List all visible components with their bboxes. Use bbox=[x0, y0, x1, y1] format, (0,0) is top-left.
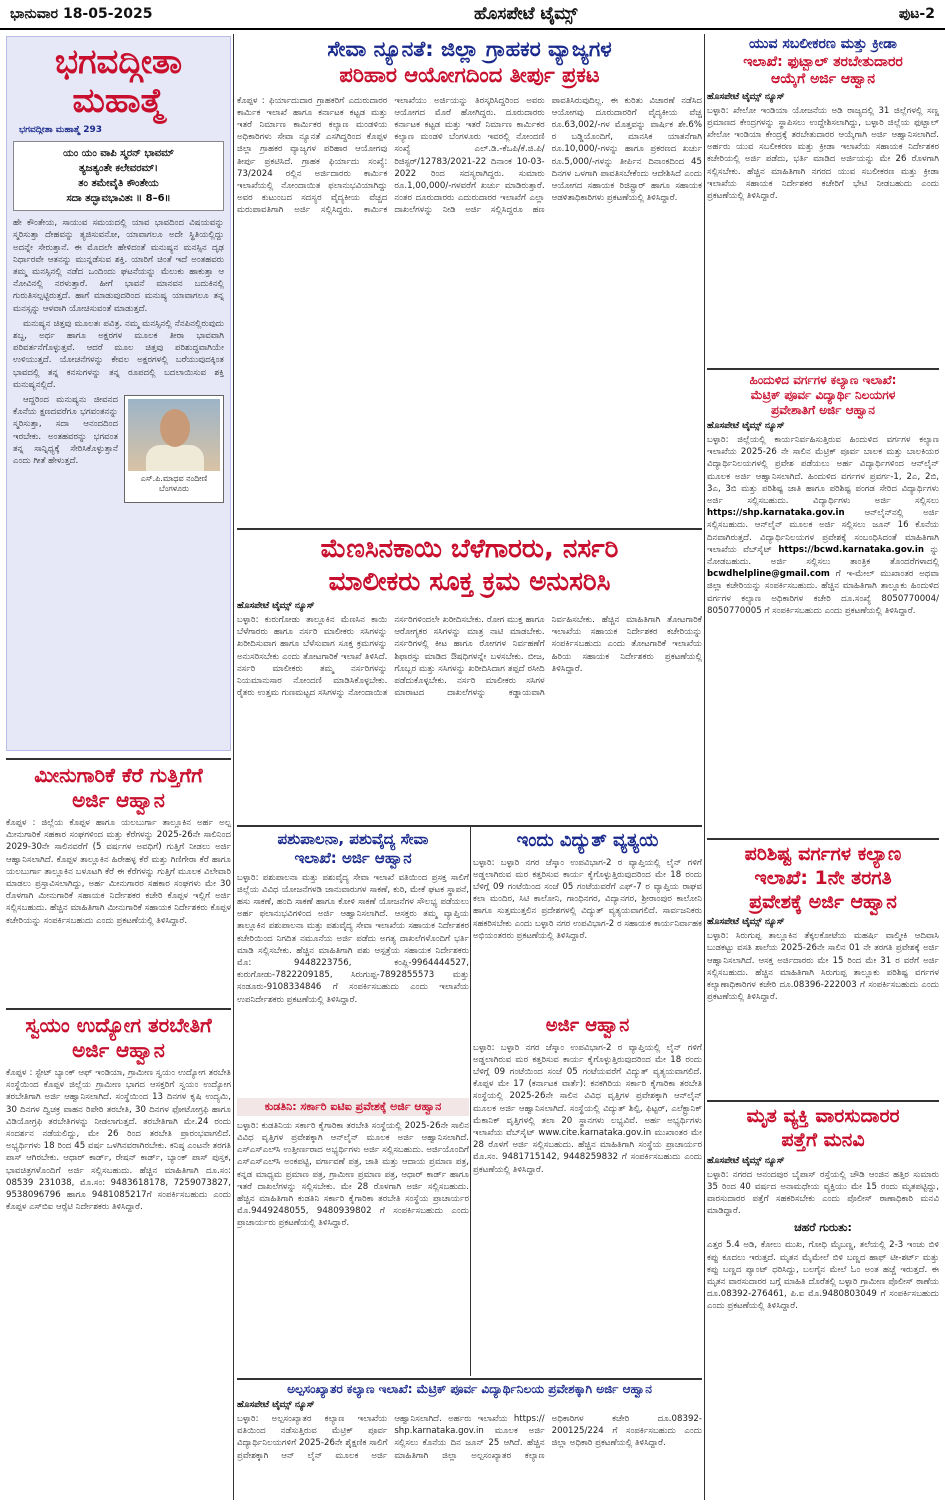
shloka-line: ತ್ಯಜತ್ಯಂತೇ ಕಲೇವರಮ್। bbox=[78, 163, 159, 175]
fishing-body: ಕೊಪ್ಪಳ : ಜಿಲ್ಲೆಯ ಕೊಪ್ಪಳ ಹಾಗೂ ಯಲಬುರ್ಗಾ ತಾಲ್ಲೂಕಿನ ಅರ್ಹ ಅಲ್ಪ ಮೀನುಗಾರಿಕೆ ಸಹಕಾರ ಸಂಘಗಳಿಂದ ಮತ್ತು ಕೆರೆಗಳನ್ನು 2025-26ನೇ ಸಾಲಿನಿಂದ 2029-30ನೇ ಸಾಲಿನವರೆಗೆ (5 ವರ್ಷಗಳ ಅವಧಿಗೆ) ಗುತ್ತಿಗೆ ನೀಡಲು ಅರ್ಜಿ ಆಹ್ವಾನಿಸಲಾಗಿದೆ. ಕೊಪ್ಪಳ ತಾಲ್ಲೂಕಿನ ಹಿರೇಹಳ್ಳ ಕೆರೆ ಮತ್ತು ಗಿಣಿಗೇರಾ ಕೆರೆ ಹಾಗೂ ಯಲಬುರ್ಗಾ ತಾಲ್ಲೂಕಿನ ಬಳೂಟಗಿ ಕೆರೆ ಈ ಕೆರೆಗಳನ್ನು ಗುತ್ತಿಗೆ ಮೂಲಕ ವಿಲೇವಾರಿ ಮಾಡಲು ಪ್ರಸ್ತಾವಿಸಲಾಗಿದ್ದು, ಅರ್ಹ ಮೀನುಗಾರರ ಸಹಕಾರ ಸಂಘಗಳು ಮೇ 30 ರೊಳಗಾಗಿ ಮೀನುಗಾರಿಕೆ ಸಹಾಯಕ ನಿರ್ದೇಶಕರ ಕಚೇರಿ ಕೊಪ್ಪಳ ಇಲ್ಲಿಗೆ ಅರ್ಜಿ ಸಲ್ಲಿಸಬಹುದು. ಹೆಚ್ಚಿನ ಮಾಹಿತಿಗಾಗಿ ಮೀನುಗಾರಿಕೆ ಸಹಾಯಕ ನಿರ್ದೇಶಕರು ಕೊಪ್ಪಳ ಕಚೇರಿಯನ್ನು ಸಂಪರ್ಕಿಸಬಹುದು ಎಂದು ಪ್ರಕಟಣೆಯಲ್ಲಿ ತಿಳಿಸಿದ್ದಾರೆ. bbox=[6, 818, 231, 926]
deadbody-byline: ಹೊಸಪೇಟೆ ಟೈಮ್ಸ್ ನ್ಯೂಸ್ bbox=[707, 1155, 785, 1166]
minority-byline: ಹೊಸಪೇಟೆ ಟೈಮ್ಸ್ ನ್ಯೂಸ್ bbox=[237, 1400, 315, 1410]
youth-body: ಬಳ್ಳಾರಿ: ಖೇಲೋ ಇಂಡಿಯಾ ಯೋಜನೆಯ ಅಡಿ ರಾಜ್ಯದಲ್ಲಿ 31 ಜಿಲ್ಲೆಗಳಲ್ಲಿ ಸಣ್ಣ ಪ್ರಮಾಣದ ಕೇಂದ್ರಗಳನ್ನು ಸ್ಥಾಪಿಸಲು ಉದ್ದೇಶಿಸಲಾಗಿದ್ದು, ಬಳ್ಳಾರಿ ಜಿಲ್ಲೆಯ ಫುಟ್ಬಾಲ್ ಖೇಲೋ ಇಂಡಿಯಾ ಕೇಂದ್ರಕ್ಕೆ ತರಬೇತುದಾರರ ಆಯ್ಕೆಗಾಗಿ ಅರ್ಜಿ ಆಹ್ವಾನಿಸಲಾಗಿದೆ. ಅರ್ಹರು ಯುವ ಸಬಲೀಕರಣ ಮತ್ತು ಕ್ರೀಡಾ ಇಲಾಖೆಯ ಸಹಾಯಕ ನಿರ್ದೇಶಕರ ಕಚೇರಿಯಲ್ಲಿ ಅರ್ಜಿ ಪಡೆದು, ಭರ್ತಿ ಮಾಡಿದ ಅರ್ಜಿಯನ್ನು ಮೇ 26 ರೊಳಗಾಗಿ ಸಲ್ಲಿಸಬೇಕು. ಹೆಚ್ಚಿನ ಮಾಹಿತಿಗಾಗಿ ನಗರದ ಯುವ ಸಬಲೀಕರಣ ಮತ್ತು ಕ್ರೀಡಾ ಇಲಾಖೆಯ ಸಹಾಯಕ ನಿರ್ದೇಶಕರ ಕಚೇರಿಗೆ ಭೇಟಿ ನೀಡಬಹುದು ಎಂದು ಪ್ರಕಟಣೆಯಲ್ಲಿ ತಿಳಿಸಿದ್ದಾರೆ. bbox=[707, 105, 939, 201]
headline-line: ಮೀನುಗಾರಿಕೆ ಕೆರೆ ಗುತ್ತಿಗೆಗೆ bbox=[34, 763, 203, 787]
consumer-title-line2: ಪರಿಹಾರ ಆಯೋಗದಿಂದ ತೀರ್ಪು ಪ್ರಕಟ bbox=[339, 63, 600, 88]
shloka-line: ಯಂ ಯಂ ವಾಪಿ ಸ್ಮರನ್ ಭಾವಮ್ bbox=[63, 148, 174, 160]
backward-title-line1: ಹಿಂದುಳಿದ ವರ್ಗಗಳ ಕಲ್ಯಾಣ ಇಲಾಖೆ: bbox=[707, 368, 939, 388]
application-body: ಬಳ್ಳಾರಿ: ಬಳ್ಳಾರಿ ನಗರ ಜೆಸ್ಕಾಂ ಉಪವಿಭಾಗ-2 ರ ವ್ಯಾಪ್ತಿಯಲ್ಲಿ ಲೈನ್ ಗಳಿಗೆ ಅಡ್ಡಲಾಗಿರುವ ಮರ ಕತ್ತರಿಸುವ ಕಾರ್ಯ ಕೈಗೊಳ್ಳುತ್ತಿರುವುದರಿಂದ ಮೇ 18 ರಂದು ಬೆಳಿಗ್ಗೆ 09 ಗಂಟೆಯಿಂದ ಸಂಜೆ 05 ಗಂಟೆಯವರೆಗೆ ವಿದ್ಯುತ್ ವ್ಯತ್ಯಯವಾಗಲಿದೆ. ಕೊಪ್ಪಳ ಮೇ 17 (ಕರ್ನಾಟಕ ವಾರ್ತೆ): ಕನಕಗಿರಿಯ ಸರ್ಕಾರಿ ಕೈಗಾರಿಕಾ ತರಬೇತಿ ಸಂಸ್ಥೆಯಲ್ಲಿ 2025-26ನೇ ಸಾಲಿನ ವಿವಿಧ ವೃತ್ತಿಗಳ ಪ್ರವೇಶಕ್ಕಾಗಿ ಆನ್‍ಲೈನ್ ಮೂಲಕ ಅರ್ಜಿ ಆಹ್ವಾನಿಸಲಾಗಿದೆ. ಸಂಸ್ಥೆಯಲ್ಲಿ ವಿದ್ಯುತ್ ಶಿಲ್ಪಿ, ಫಿಟ್ಟರ್, ಎಲೆಕ್ಟ್ರಾನಿಕ್ ಮೆಕಾನಿಕ್ ವೃತ್ತಿಗಳಲ್ಲಿ ತಲಾ 20 ಸ್ಥಾನಗಳು ಲಭ್ಯವಿವೆ. ಅರ್ಹ ಅಭ್ಯರ್ಥಿಗಳು ಇಲಾಖೆಯ ವೆಬ್‍ಸೈಟ್ www.cite.karnataka.gov.in ಮುಖಾಂತರ ಮೇ 28 ರೊಳಗೆ ಅರ್ಜಿ ಸಲ್ಲಿಸಬಹುದು. ಹೆಚ್ಚಿನ ಮಾಹಿತಿಗಾಗಿ ಸಂಸ್ಥೆಯ ಪ್ರಾಚಾರ್ಯರ ಮೊ.ಸಂ. 9481715142, 9448259832 ಗೆ ಸಂಪರ್ಕಿಸಬಹುದು ಎಂದು ಪ್ರಕಟಣೆಯಲ್ಲಿ ತಿಳಿಸಿದ್ದಾರೆ. bbox=[473, 1042, 702, 1175]
headline-line: ಅರ್ಜಿ ಆಹ್ವಾನ bbox=[72, 1038, 165, 1062]
column-rule bbox=[704, 34, 705, 1500]
youth-title-line2: ಇಲಾಖೆ: ಫುಟ್ಬಾಲ್ ತರಬೇತುದಾರರ bbox=[743, 53, 903, 70]
helpline-email-link[interactable]: bcwdhelpline@gmail.com bbox=[707, 569, 830, 580]
nursery-article bbox=[237, 533, 702, 823]
sc-body: ಬಳ್ಳಾರಿ: ಸಿರುಗುಪ್ಪ ತಾಲ್ಲೂಕಿನ ತೆಕ್ಕಲಕೋಟೆಯ ಮಹರ್ಷಿ ವಾಲ್ಮೀಕಿ ಆದಿವಾಸಿ ಬುಡಕಟ್ಟು ವಸತಿ ಶಾಲೆಯ 2025-26ನೇ ಸಾಲಿನ 01 ನೇ ತರಗತಿ ಪ್ರವೇಶಕ್ಕೆ ಅರ್ಜಿ ಆಹ್ವಾನಿಸಲಾಗಿದೆ. ಆಸಕ್ತ ಅರ್ಜಿದಾರರು ಮೇ 15 ರಿಂದ ಮೇ 31 ರ ವರೆಗೆ ಅರ್ಜಿ ಸಲ್ಲಿಸಬಹುದು. ಹೆಚ್ಚಿನ ಮಾಹಿತಿಗಾಗಿ ಸಿರುಗುಪ್ಪ ತಾಲ್ಲೂಕು ಪರಿಶಿಷ್ಟ ವರ್ಗಗಳ ಕಲ್ಯಾಣಾಧಿಕಾರಿಗಳ ಕಚೇರಿ ದೂ.08396-222003 ಗೆ ಸಂಪರ್ಕಿಸಬಹುದು ಎಂದು ಪ್ರಕಟಣೆಯಲ್ಲಿ ತಿಳಿಸಿದ್ದಾರೆ. bbox=[707, 931, 939, 1003]
fishing-title bbox=[6, 758, 231, 813]
section-rule bbox=[237, 1378, 702, 1380]
consumer-article bbox=[237, 36, 702, 526]
backward-text: ನ್ನು ನೋಡಬಹುದು. ಅರ್ಜಿ ಸಲ್ಲಿಸಲು ತಾಂತ್ರಿಕ ತೊಂದರೆಗಳಾದಲ್ಲಿ bbox=[707, 544, 939, 568]
deadbody-body: ಬಳ್ಳಾರಿ: ನಗರದ ಆನಂದಪುರ ಬೈಪಾಸ್ ರಸ್ತೆಯಲ್ಲಿ ಚೌಡಿ ಆಂಜಿನ ಹತ್ತಿರ ಸುಮಾರು 35 ರಿಂದ 40 ವರ್ಷದ ಅನಾಮಧೇಯ ವ್ಯಕ್ತಿಯು ಮೇ 15 ರಂದು ಮೃತಪಟ್ಟಿದ್ದು, ವಾರಸುದಾರರ ಪತ್ತೆಗೆ ಸಹಕರಿಸಬೇಕು ಎಂದು ಪೊಲೀಸ್ ಠಾಣಾಧಿಕಾರಿ ಮನವಿ ಮಾಡಿದ್ದಾರೆ. bbox=[707, 1169, 939, 1217]
iti-body: ಬಳ್ಳಾರಿ: ಕುಡತಿನಿಯ ಸರ್ಕಾರಿ ಕೈಗಾರಿಕಾ ತರಬೇತಿ ಸಂಸ್ಥೆಯಲ್ಲಿ 2025-26ನೇ ಸಾಲಿನ ವಿವಿಧ ವೃತ್ತಿಗಳ ಪ್ರವೇಶಕ್ಕಾಗಿ ಆನ್‍ಲೈನ್ ಮೂಲಕ ಅರ್ಜಿ ಆಹ್ವಾನಿಸಲಾಗಿದೆ. ಎಸ್‍ಎಸ್‍ಎಲ್‍ಸಿ ಉತ್ತೀರ್ಣರಾದ ಅಭ್ಯರ್ಥಿಗಳು ಅರ್ಜಿ ಸಲ್ಲಿಸಬಹುದು. ಅರ್ಜಿಯೊಂದಿಗೆ ಎಸ್‍ಎಸ್‍ಎಲ್‍ಸಿ ಅಂಕಪಟ್ಟಿ, ವರ್ಗಾವಣೆ ಪತ್ರ, ಜಾತಿ ಮತ್ತು ಆದಾಯ ಪ್ರಮಾಣ ಪತ್ರ, ಕನ್ನಡ ಮಾಧ್ಯಮ ಪ್ರಮಾಣ ಪತ್ರ, ಗ್ರಾಮೀಣ ಪ್ರಮಾಣ ಪತ್ರ, ಆಧಾರ್ ಕಾರ್ಡ್ ಹಾಗೂ ಇತರೆ ದಾಖಲೆಗಳನ್ನು ಸಲ್ಲಿಸಬೇಕು. ಮೇ 28 ರೊಳಗಾಗಿ ಅರ್ಜಿ ಸಲ್ಲಿಸಬಹುದು. ಹೆಚ್ಚಿನ ಮಾಹಿತಿಗಾಗಿ ಕುಡತಿನಿ ಸರ್ಕಾರಿ ಕೈಗಾರಿಕಾ ತರಬೇತಿ ಸಂಸ್ಥೆಯ ಪ್ರಾಚಾರ್ಯರ ಮೊ.9449248055, 9480939802 ಗೆ ಸಂಪರ್ಕಿಸಬಹುದು ಎಂದು ಪ್ರಾಚಾರ್ಯರು ಪ್ರಕಟಣೆಯಲ್ಲಿ ತಿಳಿಸಿದ್ದಾರೆ. bbox=[237, 1120, 469, 1229]
youth-byline: ಹೊಸಪೇಟೆ ಟೈಮ್ಸ್ ನ್ಯೂಸ್ bbox=[707, 91, 785, 102]
nursery-byline: ಹೊಸಪೇಟೆ ಟೈಮ್ಸ್ ನ್ಯೂಸ್ bbox=[237, 601, 315, 611]
shloka-line: ತಂ ತಮೇವೈತಿ ಕೌಂತೇಯ bbox=[78, 178, 159, 190]
backward-text: ವಿದ್ಯಾರ್ಥಿಗಳು ಅರ್ಜಿ ಸಲ್ಲಿಸಲು bbox=[812, 496, 939, 507]
minority-body: ಬಳ್ಳಾರಿ: ಅಲ್ಪಸಂಖ್ಯಾತರ ಕಲ್ಯಾಣ ಇಲಾಖೆಯ ವತಿಯಿಂದ ನಡೆಸುತ್ತಿರುವ ಮೆಟ್ರಿಕ್ ಪೂರ್ವ ವಿದ್ಯಾರ್ಥಿನಿಲಯಗಳಿಗೆ 2025-26ನೇ ಶೈಕ್ಷಣಿಕ ಸಾಲಿಗೆ ಪ್ರವೇಶಕ್ಕಾಗಿ ಆನ್ ಲೈನ್ ಮೂಲಕ ಅರ್ಜಿ ಆಹ್ವಾನಿಸಲಾಗಿದೆ. ಅರ್ಹರು ಇಲಾಖೆಯ https:// shp.karnataka.gov.in ಮೂಲಕ ಅರ್ಜಿ ಸಲ್ಲಿಸಲು ಕೊನೆಯ ದಿನ ಜೂನ್ 25 ಆಗಿದೆ. ಹೆಚ್ಚಿನ ಮಾಹಿತಿಗಾಗಿ ಜಿಲ್ಲಾ ಅಲ್ಪಸಂಖ್ಯಾತರ ಕಲ್ಯಾಣ ಅಧಿಕಾರಿಗಳ ಕಚೇರಿ ದೂ.08392-200125/224 ಗೆ ಸಂಪರ್ಕಿಸಬಹುದು ಎಂದು ಜಿಲ್ಲಾ ಅಧಿಕಾರಿ ಪ್ರಕಟಣೆಯಲ್ಲಿ ತಿಳಿಸಿದ್ದಾರೆ. bbox=[237, 1414, 702, 1461]
animal-article bbox=[237, 830, 469, 1092]
youth-title-line1: ಯುವ ಸಬಲೀಕರಣ ಮತ್ತು ಕ್ರೀಡಾ bbox=[749, 36, 897, 52]
shp-link[interactable]: https://shp.karnataka.gov.in bbox=[707, 508, 845, 519]
selfemp-body: ಕೊಪ್ಪಳ : ಸ್ಟೇಟ್ ಬ್ಯಾಂಕ್ ಆಫ್ ಇಂಡಿಯಾ, ಗ್ರಾಮೀಣ ಸ್ವಯಂ ಉದ್ಯೋಗ ತರಬೇತಿ ಸಂಸ್ಥೆಯಿಂದ ಕೊಪ್ಪಳ ಜಿಲ್ಲೆಯ ಗ್ರಾಮೀಣ ಭಾಗದ ಆಸಕ್ತರಿಗೆ ಸ್ವಯಂ ಉದ್ಯೋಗ ತರಬೇತಿಗಾಗಿ ಅರ್ಜಿ ಆಹ್ವಾನಿಸಲಾಗಿದೆ. ಸಂಸ್ಥೆಯಿಂದ 13 ದಿನಗಳ ಕೃಷಿ ಉದ್ಯಮಿ, 30 ದಿನಗಳ ದ್ವಿಚಕ್ರ ವಾಹನ ರಿಪೇರಿ ತರಬೇತಿ, 30 ದಿನಗಳ ಫೋಟೋಗ್ರಫಿ ಹಾಗೂ ವಿಡಿಯೋಗ್ರಫಿ ತರಬೇತಿಗಳನ್ನು ನೀಡಲಾಗುತ್ತದೆ. ತರಬೇತಿಗಾಗಿ ಮೇ.24 ರಂದು ಸಂದರ್ಶನ ನಡೆಯಲಿದ್ದು, ಮೇ 26 ರಿಂದ ತರಬೇತಿ ಪ್ರಾರಂಭವಾಗಲಿದೆ. ಅಭ್ಯರ್ಥಿಗಳು 18 ರಿಂದ 45 ವರ್ಷ ಒಳಗಿನವರಾಗಿರಬೇಕು. ಕನಿಷ್ಠ ಎಂಟನೇ ತರಗತಿ ಪಾಸ್ ಆಗಿರಬೇಕು. ಆಧಾರ್ ಕಾರ್ಡ್, ರೇಷನ್ ಕಾರ್ಡ್, ಬ್ಯಾಂಕ್ ಪಾಸ್ ಪುಸ್ತಕ, ಭಾವಚಿತ್ರಗಳೊಂದಿಗೆ ಅರ್ಜಿ ಸಲ್ಲಿಸಬಹುದು. ಹೆಚ್ಚಿನ ಮಾಹಿತಿಗಾಗಿ ದೂ.ಸಂ: 08539 231038, ಮೊ.ಸಂ: 9483618178, 7259073827, 9538096796 ಹಾಗೂ 9481085217ಗೆ ಸಂಪರ್ಕಿಸಬಹುದು ಎಂದು ಕೊಪ್ಪಳ ಎಸ್‍ಬಿಐ ಆರ್‍ಸೆಟಿ ನಿರ್ದೇಶಕರು ತಿಳಿಸಿದ್ದಾರೆ. bbox=[6, 1068, 231, 1213]
sc-title-line1: ಪರಿಶಿಷ್ಟ ವರ್ಗಗಳ ಕಲ್ಯಾಣ bbox=[707, 838, 939, 867]
shloka-box bbox=[13, 141, 224, 211]
author-portrait bbox=[128, 399, 220, 471]
backward-text: ಗೆ ಇ-ಮೇಲ್ ಮುಖಾಂತರ ಅಥವಾ ಜಿಲ್ಲಾ ಕಚೇರಿಯನ್ನು ಸಂಪರ್ಕಿಸಬಹುದು. ಹೆಚ್ಚಿನ ಮಾಹಿತಿಗಾಗಿ ತಾಲ್ಲೂಕು ಹಿಂದುಳಿದ ವರ್ಗಗಳ ಕಲ್ಯಾಣ ಅಧಿಕಾರಿಗಳ ಕಚೇರಿ ದೂ.ಸಂಖ್ಯೆ 8050770004/ 8050770005 ಗೆ ಸಂಪರ್ಕಿಸಬಹುದು ಎಂದು ಪ್ರಕಟಣೆಯಲ್ಲಿ ತಿಳಿಸಿದ್ದಾರೆ. bbox=[707, 569, 939, 616]
photo-caption bbox=[125, 474, 223, 495]
section-rule bbox=[237, 825, 702, 827]
column-rule bbox=[470, 826, 471, 1376]
page-number: ಪುಟ-2 bbox=[898, 6, 935, 22]
deadbody-title-line1: ಮೃತ ವ್ಯಕ್ತಿ ವಾರಸುದಾರರ bbox=[707, 1100, 939, 1129]
backward-body bbox=[707, 434, 939, 617]
youth-article bbox=[707, 36, 939, 366]
gita-title bbox=[13, 43, 224, 121]
paper-name: ಹೊಸಪೇಟೆ ಟೈಮ್ಸ್ bbox=[473, 4, 578, 24]
minority-article bbox=[237, 1382, 702, 1500]
selfemp-article bbox=[6, 1008, 231, 1500]
shloka-line: ಸದಾ ತದ್ಭಾವಭಾವಿತಃ ॥ 8–6॥ bbox=[66, 193, 171, 205]
issue-date: ಭಾನುವಾರ 18-05-2025 bbox=[10, 6, 153, 22]
sc-title-line3: ಪ್ರವೇಶಕ್ಕೆ ಅರ್ಜಿ ಆಹ್ವಾನ bbox=[749, 890, 897, 913]
identification-marks-heading: ಚಹರೆ ಗುರುತು: bbox=[794, 1221, 852, 1235]
iti-title: ಕುಡತಿನಿ: ಸರ್ಕಾರಿ ಐಟಿಐ ಪ್ರವೇಶಕ್ಕೆ ಅರ್ಜಿ ಆಹ್ವಾನ bbox=[237, 1098, 469, 1116]
fishing-article bbox=[6, 758, 231, 1003]
consumer-title-line1: ಸೇವಾ ನ್ಯೂನತೆ: ಜಿಲ್ಲಾ ಗ್ರಾಹಕರ ವ್ಯಾಜ್ಯಗಳ bbox=[327, 37, 612, 61]
author-place: ಬೆಂಗಳೂರು bbox=[159, 484, 189, 494]
headline-line: ಸ್ವಯಂ ಉದ್ಯೋಗ ತರಬೇತಿಗೆ bbox=[25, 1013, 212, 1037]
headline-line: ಅರ್ಜಿ ಆಹ್ವಾನ bbox=[72, 788, 165, 812]
deadbody-article bbox=[707, 1100, 939, 1500]
gita-body: ಮನುಷ್ಯನ ಚಿತ್ತವು ಮೂಲತಃ ಪವಿತ್ರ. ನಮ್ಮ ಮನಸ್ಸಿನಲ್ಲಿ ನೆನಪಿನಲ್ಲಿರುವುದು ಶಬ್ದ, ಅರ್ಥ ಹಾಗೂ ಅಕ್ಷರಗಳ ಮೂಲಕ ತೀರಾ ಭಾವವಾಗಿ ಪರಿವರ್ತನೆಗೊಳ್ಳುತ್ತವೆ. ಆದರೆ ಮೂಲ ಚಿತ್ತವು ಪರಿಶುದ್ಧವಾಗಿಯೇ ಉಳಿಯುತ್ತದೆ. ಯೋಚನೆಗಳನ್ನು ಕೇವಲ ಅಕ್ಷರಗಳಲ್ಲಿ ಬರೆಯುವುದಕ್ಕಿಂತ ಭಾವದಲ್ಲಿ ತನ್ನ ಕನಸುಗಳನ್ನು ತನ್ನ ರೂಪದಲ್ಲಿ ಬದಲಾಯಿಸುವ ಶಕ್ತಿ ಮನುಷ್ಯನಲ್ಲಿದೆ. bbox=[13, 318, 224, 390]
youth-title-line3: ಆಯ್ಕೆಗೆ ಅರ್ಜಿ ಆಹ್ವಾನ bbox=[770, 71, 876, 87]
power-title: ಇಂದು ವಿದ್ಯುತ್ ವ್ಯತ್ಯಯ bbox=[516, 830, 659, 851]
sc-title-line2: ಇಲಾಖೆ: 1ನೇ ತರಗತಿ bbox=[754, 866, 892, 889]
gita-title-line: ಭಗವದ್ಗೀತಾ bbox=[54, 42, 183, 82]
consumer-body: ಕೊಪ್ಪಳ : ಫಿರ್ಯಾದುದಾರ ಗ್ರಾಹಕರಿಗೆ ಎದುರುದಾರರ ಕಾರ್ಮಿಕ ಇಲಾಖೆ ಹಾಗೂ ಕರ್ನಾಟಕ ಕಟ್ಟಡ ಮತ್ತು ಇತರೆ ನಿರ್ಮಾಣ ಕಾರ್ಮಿಕರ ಕಲ್ಯಾಣ ಮಂಡಳಿಯ ಅಧಿಕಾರಿಗಳು ಸೇವಾ ನ್ಯೂನತೆ ಎಸಗಿದ್ದರಿಂದ ಕೊಪ್ಪಳ ಜಿಲ್ಲಾ ಗ್ರಾಹಕರ ವ್ಯಾಜ್ಯಗಳ ಪರಿಹಾರ ಆಯೋಗವು ತೀರ್ಪು ಪ್ರಕಟಿಸಿದೆ. ಗ್ರಾಹಕ ಫಿರ್ಯಾದು ಸಂಖ್ಯೆ: 73/2024 ರಲ್ಲಿನ ಅರ್ಜಿದಾರರು ಕಾರ್ಮಿಕ ಇಲಾಖೆಯಲ್ಲಿ ನೋಂದಾಯಿತ ಫಲಾನುಭವಿಯಾಗಿದ್ದು ಅವರ ಕುಟುಂಬದ ಸದಸ್ಯರ ವೈದ್ಯಕೀಯ ವೆಚ್ಚದ ಮರುಪಾವತಿಗಾಗಿ ಅರ್ಜಿ ಸಲ್ಲಿಸಿದ್ದರು. ಕಾರ್ಮಿಕ ಇಲಾಖೆಯು ಅರ್ಜಿಯನ್ನು ತಿರಸ್ಕರಿಸಿದ್ದರಿಂದ ಅವರು ಆಯೋಗದ ಮೊರೆ ಹೋಗಿದ್ದರು. ದೂರುದಾರರು ಕರ್ನಾಟಕ ಕಟ್ಟಡ ಮತ್ತು ಇತರೆ ನಿರ್ಮಾಣ ಕಾರ್ಮಿಕರ ಕಲ್ಯಾಣ ಮಂಡಳಿ ಬೆಂಗಳೂರು ಇವರಲ್ಲಿ ನೋಂದಣಿ ಸಂಖ್ಯೆ ಎಲ್.ಡಿ.-ಕೆಒಪಿ/ಕೆ.ಜಿ.ಪಿ/ರಿಜಿಸ್ಟರ್/12783/2021-22 ದಿನಾಂಕ 10-03-2022 ರಿಂದ ಸದಸ್ಯರಾಗಿದ್ದರು. ಸುಮಾರು ರೂ.1,00,000/-ಗಳವರೆಗೆ ಖರ್ಚು ಮಾಡಿರುತ್ತಾರೆ. ನಂತರ ದೂರುದಾರರು ಎದುರುದಾರರ ಇಲಾಖೆಗೆ ಎಲ್ಲಾ ದಾಖಲೆಗಳನ್ನು ನೀಡಿ ಅರ್ಜಿ ಸಲ್ಲಿಸಿದ್ದರೂ ಹಣ ಪಾವತಿಸಿರುವುದಿಲ್ಲ. ಈ ಕುರಿತು ವಿಚಾರಣೆ ನಡೆಸಿದ ಆಯೋಗವು ದೂರುದಾರರಿಗೆ ವೈದ್ಯಕೀಯ ವೆಚ್ಚ ರೂ.63,002/-ಗಳ ಮೊತ್ತವನ್ನು ವಾರ್ಷಿಕ ಶೇ.6% ರ ಬಡ್ಡಿಯೊಂದಿಗೆ, ಮಾನಸಿಕ ಯಾತನೆಗಾಗಿ ರೂ.10,000/-ಗಳನ್ನು ಹಾಗೂ ಪ್ರಕರಣದ ಖರ್ಚು ರೂ.5,000/-ಗಳನ್ನು ತೀರ್ಪಿನ ದಿನಾಂಕದಿಂದ 45 ದಿನಗಳ ಒಳಗಾಗಿ ಪಾವತಿಸಬೇಕೆಂದು ಆದೇಶಿಸಿದೆ ಎಂದು ಆಯೋಗದ ಸಹಾಯಕ ರಿಜಿಸ್ಟ್ರಾರ್ ಹಾಗೂ ಸಹಾಯಕ ಆಡಳಿತಾಧಿಕಾರಿಗಳು ಪ್ರಕಟಣೆಯಲ್ಲಿ ತಿಳಿಸಿದ್ದಾರೆ. bbox=[237, 95, 702, 216]
nursery-body: ಬಳ್ಳಾರಿ: ಕುರುಗೋಡು ತಾಲ್ಲೂಕಿನ ಮೆಣಸಿನ ಕಾಯಿ ಬೆಳೆಗಾರರು ಹಾಗೂ ನರ್ಸರಿ ಮಾಲೀಕರು ಸಸಿಗಳನ್ನು ಖರೀದಿಸುವಾಗ ಹಾಗೂ ಬೆಳೆಸುವಾಗ ಸೂಕ್ತ ಕ್ರಮಗಳನ್ನು ಅನುಸರಿಸಬೇಕು ಎಂದು ತೋಟಗಾರಿಕೆ ಇಲಾಖೆ ತಿಳಿಸಿದೆ. ನರ್ಸರಿ ಮಾಲೀಕರು ತಮ್ಮ ನರ್ಸರಿಗಳನ್ನು ನಿಯಮಾನುಸಾರ ನೋಂದಣಿ ಮಾಡಿಸಿಕೊಳ್ಳಬೇಕು. ರೈತರು ಉತ್ತಮ ಗುಣಮಟ್ಟದ ಸಸಿಗಳನ್ನು ನೋಂದಾಯಿತ ನರ್ಸರಿಗಳಿಂದಲೇ ಖರೀದಿಸಬೇಕು. ರೋಗ ಮುಕ್ತ ಹಾಗೂ ಆರೋಗ್ಯಕರ ಸಸಿಗಳನ್ನು ಮಾತ್ರ ನಾಟಿ ಮಾಡಬೇಕು. ನರ್ಸರಿಗಳಲ್ಲಿ ಕೀಟ ಹಾಗೂ ರೋಗಗಳ ನಿರ್ವಹಣೆಗೆ ಶಿಫಾರಸ್ಸು ಮಾಡಿದ ಔಷಧಿಗಳನ್ನೇ ಬಳಸಬೇಕು. ಬೀಜ, ಗೊಬ್ಬರ ಮತ್ತು ಸಸಿಗಳನ್ನು ಖರೀದಿಸಿದಾಗ ತಪ್ಪದೆ ರಸೀದಿ ಪಡೆದುಕೊಳ್ಳಬೇಕು. ನರ್ಸರಿ ಮಾಲೀಕರು ಸಸಿಗಳ ಮಾರಾಟದ ದಾಖಲೆಗಳನ್ನು ಕಡ್ಡಾಯವಾಗಿ ನಿರ್ವಹಿಸಬೇಕು. ಹೆಚ್ಚಿನ ಮಾಹಿತಿಗಾಗಿ ತೋಟಗಾರಿಕೆ ಇಲಾಖೆಯ ಸಹಾಯಕ ನಿರ್ದೇಶಕರ ಕಚೇರಿಯನ್ನು ಸಂಪರ್ಕಿಸಬಹುದು ಎಂದು ತೋಟಗಾರಿಕೆ ಇಲಾಖೆಯ ಹಿರಿಯ ಸಹಾಯಕ ನಿರ್ದೇಶಕರು ಪ್ರಕಟಣೆಯಲ್ಲಿ ತಿಳಿಸಿದ್ದಾರೆ. bbox=[237, 615, 702, 699]
author-photo bbox=[124, 395, 224, 503]
backward-article bbox=[707, 368, 939, 833]
identification-marks-body: ಎತ್ತರ 5.4 ಅಡಿ, ಕೋಲು ಮುಖ, ಗೋಧಿ ಮೈಬಣ್ಣ, ತಲೆಯಲ್ಲಿ 2-3 ಇಂಚು ಬಿಳಿ ಕಪ್ಪು ಕೂದಲು ಇರುತ್ತದೆ. ಮೃತನ ಮೈಮೇಲೆ ಬಿಳಿ ಬಣ್ಣದ ಹಾಫ್ ಟೀ-ಶರ್ಟ್ ಮತ್ತು ಕಪ್ಪು ಬಣ್ಣದ ಪ್ಯಾಂಟ್ ಧರಿಸಿದ್ದು, ಬಲಗೈನ ಮೇಲೆ ಓಂ ಅಂತ ಹಚ್ಚೆ ಇರುತ್ತದೆ. ಈ ಮೃತನ ವಾರಸುದಾರರ ಬಗ್ಗೆ ಮಾಹಿತಿ ದೊರೆತಲ್ಲಿ ಬಳ್ಳಾರಿ ಗ್ರಾಮೀಣ ಪೊಲೀಸ್ ಠಾಣೆಯ ದೂ.08392-276461, ಪಿ.ಐ ಮೊ.9480803049 ಗೆ ಸಂಪರ್ಕಿಸಬಹುದು ಎಂದು ಪ್ರಕಟಣೆಯಲ್ಲಿ ತಿಳಿಸಿದ್ದಾರೆ. bbox=[707, 1240, 939, 1312]
gita-body: ಆದ್ದರಿಂದ ಮನುಷ್ಯನು ಜೀವನದ ಕೊನೆಯ ಕ್ಷಣದವರೆಗೂ ಭಗವಂತನನ್ನು ಸ್ಮರಿಸುತ್ತಾ, ಸದಾ ಆನಂದದಿಂದ ಇರಬೇಕು. ಅಂತಹವರನ್ನು ಭಗವಂತ ತನ್ನ ಸಾನ್ನಿಧ್ಯಕ್ಕೆ ಸೇರಿಸಿಕೊಳ್ಳುತ್ತಾನೆ ಎಂದು ಗೀತೆ ಹೇಳುತ್ತದೆ. bbox=[13, 395, 118, 467]
animal-title-line1: ಪಶುಪಾಲನಾ, ಪಶುವೈದ್ಯ ಸೇವಾ bbox=[277, 830, 429, 848]
backward-text: ಬಳ್ಳಾರಿ: ಜಿಲ್ಲೆಯಲ್ಲಿ ಕಾರ್ಯನಿರ್ವಹಿಸುತ್ತಿರುವ ಹಿಂದುಳಿದ ವರ್ಗಗಳ ಕಲ್ಯಾಣ ಇಲಾಖೆಯ 2025-26 ನೇ ಸಾಲಿನ ಮೆಟ್ರಿಕ್ ಪೂರ್ವ ಬಾಲಕ ಮತ್ತು ಬಾಲಕಿಯರ ವಿದ್ಯಾರ್ಥಿನಿಲಯಗಳಲ್ಲಿ ಪ್ರವೇಶ ಪಡೆಯಲು ಅರ್ಹ ವಿದ್ಯಾರ್ಥಿಗಳಿಂದ ಆನ್‍ಲೈನ್ ಮೂಲಕ ಅರ್ಜಿ ಆಹ್ವಾನಿಸಲಾಗಿದೆ. ಹಿಂದುಳಿದ ವರ್ಗಗಳ ಪ್ರವರ್ಗ-1, 2ಎ, 2ಬಿ, 3ಎ, 3ಬಿ ಮತ್ತು ಪರಿಶಿಷ್ಟ ಜಾತಿ ಹಾಗೂ ಪರಿಶಿಷ್ಟ ಪಂಗಡ ಸೇರಿದ ವಿದ್ಯಾರ್ಥಿಗಳು ಅರ್ಜಿ ಸಲ್ಲಿಸಬಹುದು. bbox=[707, 435, 939, 507]
backward-byline: ಹೊಸಪೇಟೆ ಟೈಮ್ಸ್ ನ್ಯೂಸ್ bbox=[707, 421, 785, 431]
bcwd-link[interactable]: https://bcwd.karnataka.gov.in bbox=[778, 544, 924, 555]
application-title: ಅರ್ಜಿ ಆಹ್ವಾನ bbox=[545, 1015, 630, 1036]
section-rule bbox=[237, 528, 702, 530]
nursery-title-line1: ಮೆಣಸಿನಕಾಯಿ ಬೆಳೆಗಾರರು, ನರ್ಸರಿ bbox=[320, 534, 619, 564]
deadbody-title-line2: ಪತ್ತೆಗೆ ಮನವಿ bbox=[781, 1128, 865, 1151]
gita-number: ಭಗವದ್ಗೀತಾ ಮಹಾತ್ಮೆ 293 bbox=[19, 125, 103, 136]
application-article bbox=[473, 1015, 702, 1376]
sc-byline: ಹೊಸಪೇಟೆ ಟೈಮ್ಸ್ ನ್ಯೂಸ್ bbox=[707, 917, 785, 928]
animal-body: ಬಳ್ಳಾರಿ: ಪಶುಪಾಲನಾ ಮತ್ತು ಪಶುವೈದ್ಯ ಸೇವಾ ಇಲಾಖೆ ವತಿಯಿಂದ ಪ್ರಸಕ್ತ ಸಾಲಿಗೆ ಜಿಲ್ಲೆಯ ವಿವಿಧ ಯೋಜನೆಗಳಡಿ ಜಾನುವಾರುಗಳ ಸಾಕಣೆ, ಕುರಿ, ಮೇಕೆ ಘಟಕ ಸ್ಥಾಪನೆ, ಹಸು ಸಾಕಣೆ, ಹಂದಿ ಸಾಕಣೆ ಹಾಗೂ ಕೋಳಿ ಸಾಕಣೆ ಯೋಜನೆಗಳ ಸೌಲಭ್ಯ ಪಡೆಯಲು ಅರ್ಹ ಫಲಾನುಭವಿಗಳಿಂದ ಅರ್ಜಿ ಆಹ್ವಾನಿಸಲಾಗಿದೆ. ಆಸಕ್ತರು ತಮ್ಮ ವ್ಯಾಪ್ತಿಯ ತಾಲ್ಲೂಕಿನ ಪಶುಪಾಲನಾ ಮತ್ತು ಪಶುವೈದ್ಯ ಸೇವಾ ಇಲಾಖೆಯ ಸಹಾಯಕ ನಿರ್ದೇಶಕರ ಕಚೇರಿಯಿಂದ ನಿಗದಿತ ನಮೂನೆಯ ಅರ್ಜಿ ಪಡೆದು ಅಗತ್ಯ ದಾಖಲೆಗಳೊಂದಿಗೆ ಭರ್ತಿ ಮಾಡಿ ಸಲ್ಲಿಸಬೇಕು. ಹೆಚ್ಚಿನ ಮಾಹಿತಿಗಾಗಿ ಪಶು ಆಸ್ಪತ್ರೆಯ ಸಹಾಯಕ ನಿರ್ದೇಶಕರು ಮೊ: 9448223756, ಕಂಪ್ಲಿ-9964444527, ಕುರುಗೋಡು-7822209185, ಸಿರುಗುಪ್ಪ-7892855573 ಮತ್ತು ಸಂಡೂರು-9108334846 ಗೆ ಸಂಪರ್ಕಿಸಬಹುದು ಎಂದು ಇಲಾಖೆಯ ಉಪನಿರ್ದೇಶಕರು ಪ್ರಕಟಣೆಯಲ್ಲಿ ತಿಳಿಸಿದ್ದಾರೆ. bbox=[237, 872, 469, 1005]
minority-title: ಅಲ್ಪಸಂಖ್ಯಾತರ ಕಲ್ಯಾಣ ಇಲಾಖೆ: ಮೆಟ್ರಿಕ್ ಪೂರ್ವ ವಿದ್ಯಾರ್ಥಿನಿಲಯ ಪ್ರವೇಶಕ್ಕಾಗಿ ಅರ್ಜಿ ಆಹ್ವಾನ bbox=[287, 1382, 652, 1396]
author-name: ಎಸ್.ಪಿ.ಮಾಧವ ನಂದೀಣಿ bbox=[140, 474, 208, 484]
gita-body: ಹೇ ಕೌಂತೇಯ, ಸಾಯುವ ಸಮಯದಲ್ಲಿ ಯಾವ ಭಾವದಿಂದ ವಿಷಯವನ್ನು ಸ್ಮರಿಸುತ್ತಾ ದೇಹವನ್ನು ತ್ಯಜಿಸುವನೋ, ಯಾವಾಗಲೂ ಅದೇ ಸ್ಥಿತಿಯಲ್ಲಿದ್ದು ಅದನ್ನೇ ಸೇರುತ್ತಾನೆ. ಈ ಮೊದಲೇ ಹೇಳಿದಂತೆ ಮನುಷ್ಯನ ಮನಸ್ಸಿನ ದೃಢ ನಿರ್ಧಾರವೇ ಆತನನ್ನು ಮುನ್ನಡೆಸುವ ಶಕ್ತಿ. ಯಾರಿಗೆ ಚಿಂತೆ ಇದೆ ಅಂತಹವರು ತಮ್ಮ ಮನಸ್ಸಿನಲ್ಲಿ ನಡೆದ ಒಂದಿಂದು ಘಟನೆಯನ್ನು ಮೆಲುಕು ಹಾಕುತ್ತಾ ಆ ನೋವಿನಲ್ಲಿ ನರಳುತ್ತಾರೆ. ಹೀಗೆ ಭಾವನೆ ಮಾನವನ ಬದುಕಿನಲ್ಲಿ ಗುರುತಿಸಲ್ಪಟ್ಟಿರುತ್ತದೆ. ಹಾಗೆ ಮಾಡುವುದರಿಂದ ಮನುಷ್ಯ ಯಾವಾಗಲೂ ತನ್ನ ಮನಸ್ಸನ್ನು ಆಳವಾಗಿ ಯೋಚಿಸುವಂತೆ ಮಾಡುತ್ತದೆ. bbox=[13, 218, 224, 314]
animal-title-line2: ಇಲಾಖೆ: ಅರ್ಜಿ ಆಹ್ವಾನ bbox=[294, 848, 412, 867]
masthead bbox=[0, 0, 945, 30]
nursery-title-line2: ಮಾಲೀಕರು ಸೂಕ್ತ ಕ್ರಮ ಅನುಸರಿಸಿ bbox=[328, 566, 611, 597]
power-body: ಬಳ್ಳಾರಿ: ಬಳ್ಳಾರಿ ನಗರ ಜೆಸ್ಕಾಂ ಉಪವಿಭಾಗ-2 ರ ವ್ಯಾಪ್ತಿಯಲ್ಲಿ ಲೈನ್ ಗಳಿಗೆ ಅಡ್ಡಲಾಗಿರುವ ಮರ ಕತ್ತರಿಸುವ ಕಾರ್ಯ ಕೈಗೊಳ್ಳುತ್ತಿರುವುದರಿಂದ ಮೇ 18 ರಂದು ಬೆಳಿಗ್ಗೆ 09 ಗಂಟೆಯಿಂದ ಸಂಜೆ 05 ಗಂಟೆಯವರೆಗೆ ಎಫ್-7 ರ ವ್ಯಾಪ್ತಿಯ ರಾಘವ ಕಲಾ ಮಂದಿರ, ಸಿಟಿ ಕಾಲೋನಿ, ಗಾಂಧಿನಗರ, ವಿದ್ಯಾನಗರ, ಶ್ರೀರಾಂಪುರ ಕಾಲೋನಿ ಹಾಗೂ ಸುತ್ತಮುತ್ತಲಿನ ಪ್ರದೇಶಗಳಲ್ಲಿ ವಿದ್ಯುತ್ ವ್ಯತ್ಯಯವಾಗಲಿದೆ. ಸಾರ್ವಜನಿಕರು ಸಹಕರಿಸಬೇಕು ಎಂದು ಬಳ್ಳಾರಿ ನಗರ ಉಪವಿಭಾಗ-2 ರ ಸಹಾಯಕ ಕಾರ್ಯನಿರ್ವಾಹಕ ಅಭಿಯಂತರರು ಪ್ರಕಟಣೆಯಲ್ಲಿ ತಿಳಿಸಿದ್ದಾರೆ. bbox=[473, 857, 702, 941]
column-rule bbox=[233, 34, 234, 1500]
backward-title-line2: ಮೆಟ್ರಿಕ್ ಪೂರ್ವ ವಿದ್ಯಾರ್ಥಿ ನಿಲಯಗಳ bbox=[750, 388, 896, 402]
gita-title-line: ಮಹಾತ್ಮೆ bbox=[72, 81, 165, 122]
iti-article bbox=[237, 1098, 469, 1376]
backward-text: ಆನ್‍ಲೈನ್‍ನಲ್ಲಿ ಅರ್ಜಿ ಸಲ್ಲಿಸಬಹುದು. ಆನ್‍ಲೈನ್ ಮೂಲಕ ಅರ್ಜಿ ಸಲ್ಲಿಸಲು ಜೂನ್ 16 ಕೊನೆಯ ದಿನವಾಗಿರುತ್ತದೆ. ವಿದ್ಯಾರ್ಥಿನಿಲಯಗಳ ಪ್ರವೇಶಕ್ಕೆ ಸಂಬಂಧಿಸಿದಂತೆ ಮಾಹಿತಿಗಾಗಿ ಇಲಾಖೆಯ ವೆಬ್‍ಸೈಟ್ bbox=[707, 508, 939, 555]
sc-article bbox=[707, 838, 939, 1096]
gita-article bbox=[6, 36, 231, 751]
power-article bbox=[473, 830, 702, 1010]
backward-title-line3: ಪ್ರವೇಶಾತಿಗೆ ಅರ್ಜಿ ಆಹ್ವಾನ bbox=[771, 403, 875, 417]
selfemp-title bbox=[6, 1008, 231, 1063]
